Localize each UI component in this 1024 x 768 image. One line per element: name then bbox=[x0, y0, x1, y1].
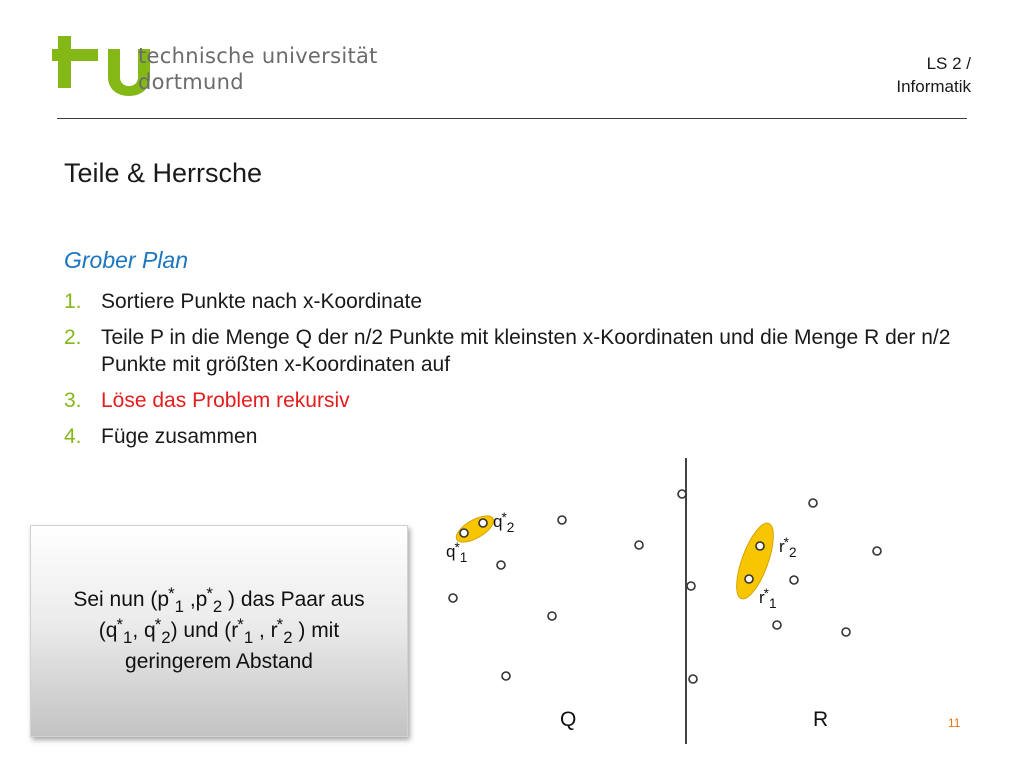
step-text: Sortiere Punkte nach x-Koordinate bbox=[101, 290, 423, 313]
chair-line1: LS 2 / bbox=[926, 54, 971, 73]
point-q1 bbox=[460, 529, 468, 537]
plan-steps-list bbox=[64, 288, 964, 459]
region-label-q: Q bbox=[560, 708, 577, 731]
callout-text bbox=[63, 585, 374, 677]
university-name bbox=[138, 43, 378, 95]
header-divider bbox=[57, 118, 967, 119]
university-line2: dortmund bbox=[138, 70, 244, 94]
step-text: Füge zusammen bbox=[101, 425, 258, 448]
step-number: 3. bbox=[64, 389, 82, 412]
chair-label bbox=[896, 52, 971, 98]
point bbox=[497, 561, 505, 569]
point-diagram-svg bbox=[430, 450, 900, 750]
callout-line2: ($q^*_1$, $q^*_2$) und ($r^*_1$ , $r^*_2$ ) mit bbox=[98, 615, 340, 647]
list-item bbox=[64, 387, 964, 414]
point-q2 bbox=[479, 519, 487, 527]
point bbox=[502, 672, 510, 680]
label-q2: $q^*_2$ bbox=[493, 509, 515, 535]
point bbox=[678, 490, 686, 498]
list-item bbox=[64, 324, 964, 378]
point bbox=[687, 582, 695, 590]
chair-line2: Informatik bbox=[896, 77, 971, 96]
region-label-r: R bbox=[813, 708, 829, 731]
step-text: Teile P in die Menge Q der n/2 Punkte mit kleinsten x-Koordinaten und die Menge R der n/2 Punkte mit größten x-Koordinaten auf bbox=[101, 326, 951, 376]
list-item bbox=[64, 423, 964, 450]
point bbox=[558, 516, 566, 524]
point bbox=[449, 594, 457, 602]
point bbox=[873, 547, 881, 555]
label-r1: $r^*_1$ bbox=[759, 585, 777, 611]
slide-subtitle: Grober Plan bbox=[64, 247, 189, 273]
point bbox=[635, 541, 643, 549]
point bbox=[790, 576, 798, 584]
point bbox=[689, 675, 697, 683]
step-number: 4. bbox=[64, 425, 82, 448]
callout-line1: Sei nun ($p^*_1$ $,p^*_2$ ) das Paar aus bbox=[73, 584, 365, 616]
point bbox=[773, 621, 781, 629]
callout-box bbox=[30, 525, 408, 737]
point bbox=[842, 628, 850, 636]
point bbox=[809, 499, 817, 507]
point bbox=[548, 612, 556, 620]
point-diagram bbox=[430, 450, 900, 750]
label-r2: $r^*_2$ bbox=[779, 534, 797, 560]
page-number: 11 bbox=[948, 716, 961, 730]
list-item bbox=[64, 288, 964, 315]
callout-line3: geringerem Abstand bbox=[125, 650, 313, 673]
step-number: 2. bbox=[64, 326, 82, 349]
point-r1 bbox=[745, 575, 753, 583]
logo-t-stem bbox=[58, 36, 71, 88]
label-q1: $q^*_1$ bbox=[446, 539, 468, 565]
point-r2 bbox=[756, 542, 764, 550]
logo-t-bar bbox=[52, 49, 98, 61]
step-text: Löse das Problem rekursiv bbox=[101, 389, 350, 412]
university-line1: technische universität bbox=[138, 44, 378, 68]
slide-title: Teile & Herrsche bbox=[64, 158, 263, 188]
step-number: 1. bbox=[64, 290, 82, 313]
